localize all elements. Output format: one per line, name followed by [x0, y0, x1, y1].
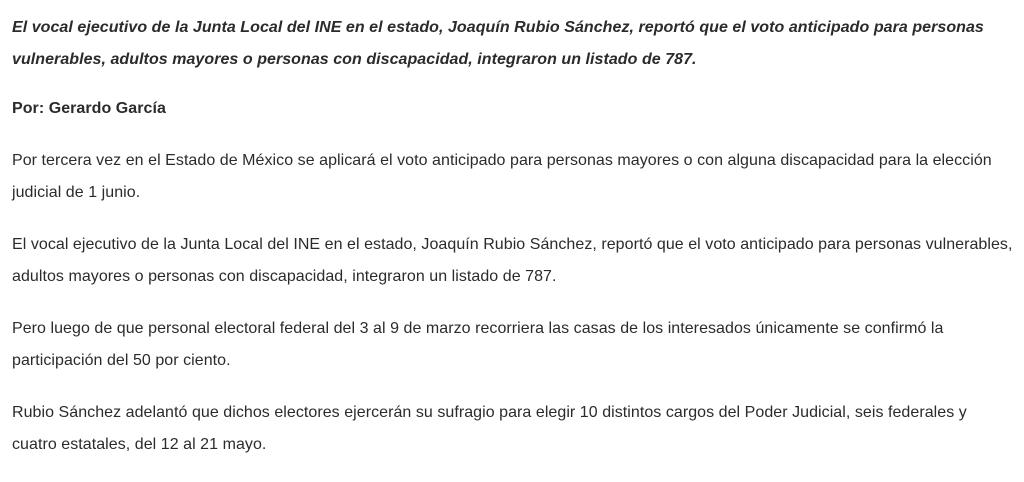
article-lead: El vocal ejecutivo de la Junta Local del INE en el estado, Joaquín Rubio Sánchez, reportó que el voto anticipado para personas vulnerables, adultos mayores o personas con discapacidad, integraron un listado de 787.	[12, 19, 984, 68]
article-paragraph-1: Por tercera vez en el Estado de México se aplicará el voto anticipado para personas mayores o con alguna discapacidad para la elección judicial de 1 junio.	[12, 152, 992, 201]
article-paragraph-4: Rubio Sánchez adelantó que dichos electores ejercerán su sufragio para elegir 10 distintos cargos del Poder Judicial, seis federales y cuatro estatales, del 12 al 21 mayo.	[12, 404, 967, 453]
article-paragraph-2: El vocal ejecutivo de la Junta Local del INE en el estado, Joaquín Rubio Sánchez, reportó que el voto anticipado para personas vulnerables, adultos mayores o personas con discapacidad, integraron un listado de 787.	[12, 236, 1013, 285]
article-byline: Por: Gerardo García	[12, 100, 166, 117]
article-paragraph-3: Pero luego de que personal electoral federal del 3 al 9 de marzo recorriera las casas de los interesados únicamente se confirmó la participación del 50 por ciento.	[12, 320, 944, 369]
